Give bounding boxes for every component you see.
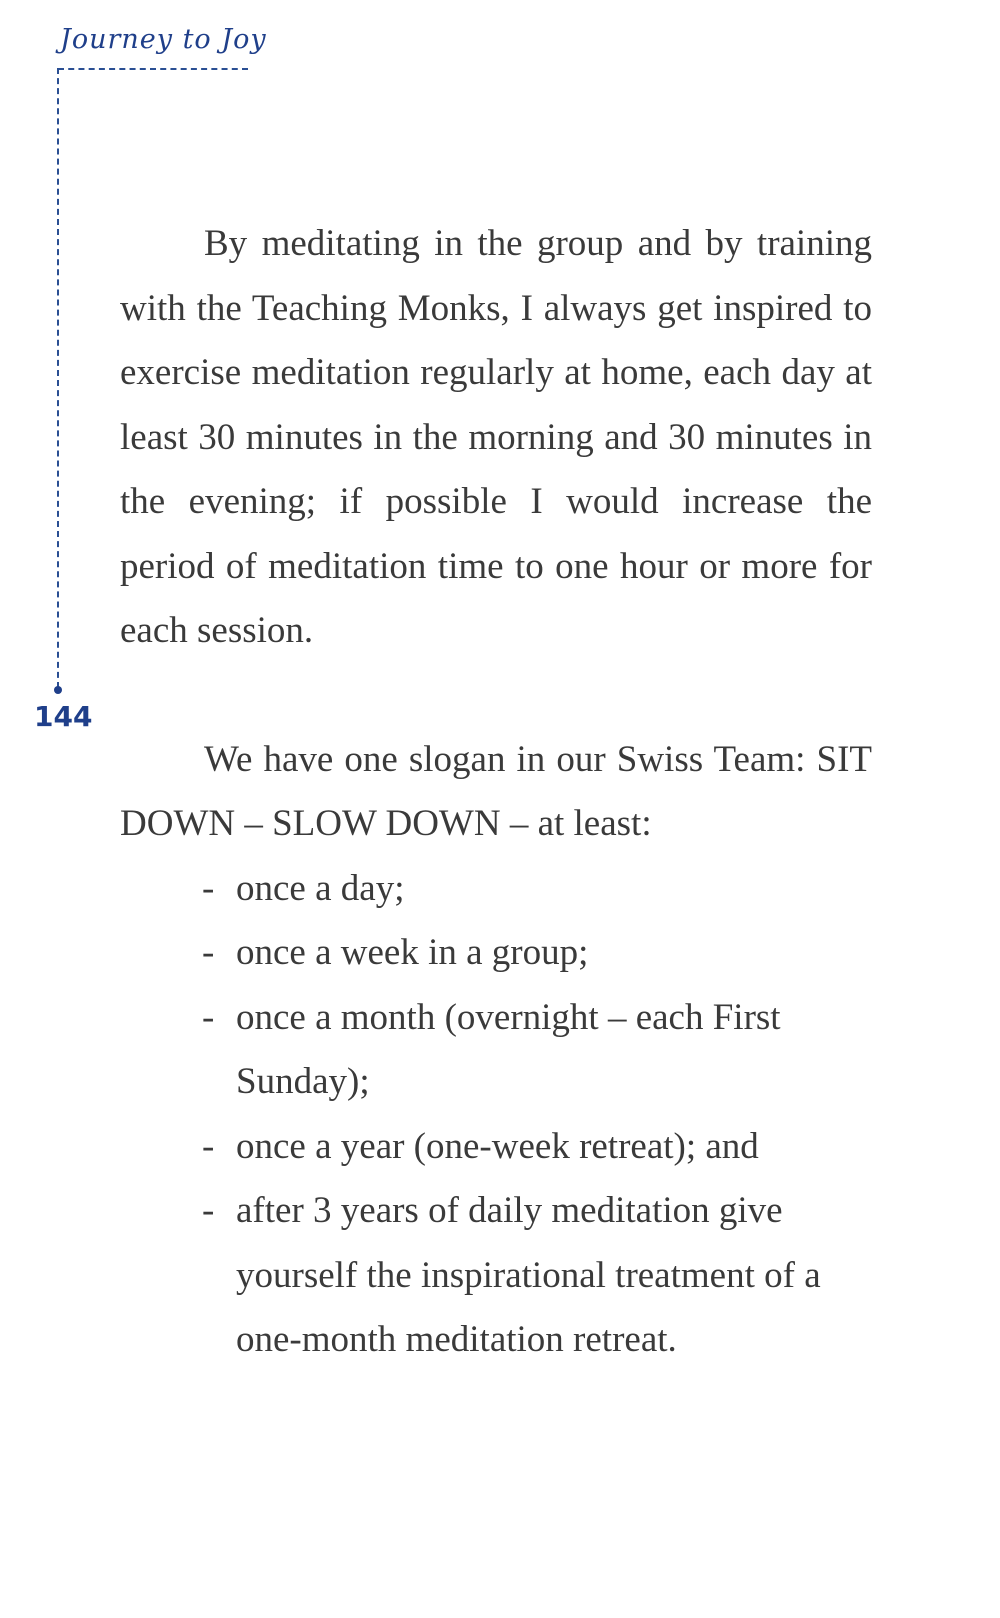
paragraph-meditation-practice: By meditating in the group and by training with the Teaching Monks, I always get inspired to exercise meditation regularly at home, each day at least 30 minutes in the morning and 30 minutes in the evening; if possible I would increase the period of meditation time to one hour or more for each session. <box>120 223 872 651</box>
paragraph-slogan: We have one slogan in our Swiss Team: SIT DOWN – SLOW DOWN – at least: <box>120 738 872 844</box>
list-item-text: once a month (overnight – each First Sunday); <box>236 996 781 1102</box>
list-item <box>120 1179 872 1373</box>
list-marker: - <box>202 996 215 1038</box>
list-item-text: once a year (one-week retreat); and <box>236 1125 759 1167</box>
meditation-schedule-list <box>120 857 872 1373</box>
margin-dashed-rule <box>57 68 59 688</box>
running-header: Journey to Joy <box>60 24 267 55</box>
list-item-text: once a day; <box>236 867 405 909</box>
page-number: 144 <box>34 700 93 733</box>
list-item <box>120 986 872 1115</box>
list-marker: - <box>202 867 215 909</box>
body-text <box>120 212 872 1373</box>
list-marker: - <box>202 1125 215 1167</box>
list-item <box>120 857 872 922</box>
list-item-text: once a week in a group; <box>236 932 589 973</box>
list-item-text: after 3 years of daily meditation give yourself the inspirational treatment of a one-month meditation retreat. <box>236 1190 821 1360</box>
list-marker: - <box>202 1190 215 1231</box>
list-item <box>120 1115 872 1180</box>
header-dashed-rule <box>58 68 248 70</box>
list-item <box>120 921 872 986</box>
margin-rule-dot <box>54 686 62 694</box>
list-marker: - <box>202 932 215 973</box>
